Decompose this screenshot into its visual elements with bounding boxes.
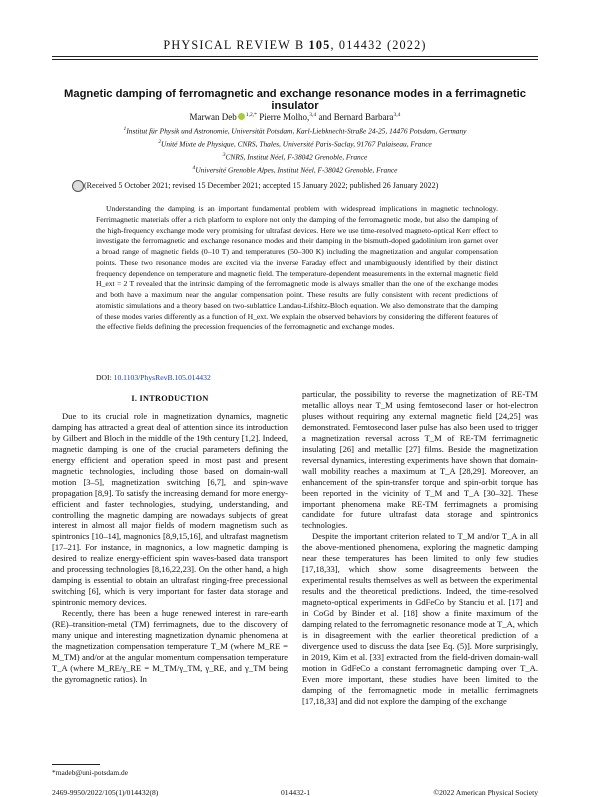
section-heading: I. INTRODUCTION bbox=[131, 394, 209, 403]
author-sup: 1,2,* bbox=[245, 112, 257, 118]
received-dates bbox=[84, 181, 544, 190]
footer-left: 2469-9950/2022/105(1)/014432(8) bbox=[52, 788, 159, 797]
header-rule-bottom bbox=[52, 59, 538, 60]
affiliation-text: Institut für Physik und Astronomie, Universität Potsdam, Karl-Liebknecht-Straße 24-25, 14476 Potsdam, Germany bbox=[126, 126, 467, 136]
right-column bbox=[302, 389, 538, 707]
footer-page-number: 014432-1 bbox=[281, 788, 311, 797]
journal-volume: 105 bbox=[308, 38, 331, 52]
paragraph: particular, the possibility to reverse the magnetization of RE-TM metallic alloys near T_M using femtosecond laser or hot-electron pluses without requiring any external magnetic field [24,25] was demonstrated. Femtosecond laser pulse has also been used to trigger a magnetization reversal across T_M of RE-TM ferrimagnetic insulating [26] and metallic [27] films. Beside the magnetization reversal dynamics, interesting experiments have shown that domain-wall mobility reaches a maximum at T_A [28,29]. Moreover, an enhancement of the spin-transfer torque and spin-orbit torque has been reported in the vicinity of T_M and T_A [30–32]. These important phenomena make RE-TM ferrimagnets a promising candidate for future ultrafast data storage and spintronics technologies. bbox=[302, 389, 538, 531]
author-sup: 3,4 bbox=[393, 112, 401, 118]
affiliation-text: Unité Mixte de Physique, CNRS, Thales, Université Paris-Saclay, 91767 Palaiseau, France bbox=[161, 139, 432, 149]
affiliations bbox=[40, 124, 550, 176]
author-name: Pierre Molho, bbox=[259, 112, 310, 122]
received-text: (Received 5 October 2021; revised 15 December 2021; accepted 15 January 2022; published 26 January 2022) bbox=[84, 181, 439, 190]
author-list bbox=[40, 112, 550, 122]
left-column bbox=[52, 394, 288, 685]
doi-link[interactable]: 10.1103/PhysRevB.105.014432 bbox=[113, 373, 211, 382]
paragraph: Despite the important criterion related to T_M and/or T_A in all the above-mentioned phenomena, exploring the magnetic damping near these temperatures has been limited to only few studies [17,18,33], which show some disagreements between the experimental results themselves as well as between the experimental results and the theoretical predictions. Indeed, the time-resolved magneto-optical experiments in GdFeCo by Stanciu et al. [17] and in CoGd by Binder et al. [18] show a finite maximum of the damping related to the ferromagnetic resonance mode at T_A, which is in disagreement with the earlier theoretical prediction of a divergence used to discuss the data [see Eq. (5)]. More surprisingly, in 2019, Kim et al. [33] extracted from the field-driven domain-wall motion in GdFeCo a constant ferromagnetic damping over T_A. Even more important, these studies have been limited to the damping of the ferromagnetic mode in metallic ferrimagnets [17,18,33] and did not explore the damping of the exchange bbox=[302, 531, 538, 706]
journal-name: PHYSICAL REVIEW B bbox=[163, 38, 305, 52]
orcid-icon[interactable] bbox=[238, 113, 245, 120]
footnote: *madeb@uni-potsdam.de bbox=[52, 768, 128, 777]
abstract: Understanding the damping is an important fundamental problem with widespread implications in magnetic technology. Ferrimagnetic materials offer a rich platform to explore not only the damping of the ferromagnetic mode, but also the damping of the high-frequency exchange mode very promising for ultrafast devices. Here we use time-resolved magneto-optical Kerr effect to investigate the ferromagnetic and exchange resonance modes and their damping in the bismuth-doped gadolinium iron garnet over a broad range of magnetic fields (0–10 T) and temperatures (50–300 K) including the magnetization and angular compensation points. These two resonance modes are excited via the inverse Faraday effect and unambiguously identified by their distinct frequency dependence on temperature and magnetic field. The temperature-dependent measurements in the external magnetic field H_ext = 2 T revealed that the intrinsic damping of the ferromagnetic mode is always smaller than the one of the exchange modes and both have a maximum near the angular compensation point. These results are fully consistent with recent predictions of atomistic simulations and a theory based on two-sublattice Landau-Lifshitz-Bloch equation. We also demonstrate that the damping of these modes varies differently as a function of H_ext. We explain the observed behaviors by considering the different features of the effective fields defining the precession frequencies of the ferromagnetic and exchange modes. bbox=[96, 204, 498, 332]
affiliation-text: CNRS, Institut Néel, F-38042 Grenoble, France bbox=[225, 152, 368, 162]
header-rule-top bbox=[52, 56, 538, 57]
journal-article: , 014432 (2022) bbox=[330, 38, 427, 52]
journal-header bbox=[0, 38, 590, 53]
author-name: Marwan Deb bbox=[189, 112, 237, 122]
affiliation-num: 1 bbox=[123, 126, 127, 132]
affiliation-text: Université Grenoble Alpes, Institut Néel, F-38042 Grenoble, France bbox=[195, 165, 398, 175]
paragraph: Due to its crucial role in magnetization dynamics, magnetic damping has attracted a great deal of attention since its introduction by Gilbert and Bloch in the middle of the 19th century [1,2]. Indeed, magnetic damping is one of the crucial parameters defining the energy efficient and operation speed in most past and present magnetic technologies, including those based on domain-wall motion [3–5], magnetization switching [6,7], and spin-wave propagation [8,9]. To satisfy the increasing demand for more energy-efficient and faster technologies, studying, understanding, and controlling the magnetic damping are nowadays subjects of great interest in almost all major fields of modern magnetism such as spintronics [10–14], magnonics [8,9,15,16], and ultrafast magnetism [17–21]. For instance, in magnonics, a low magnetic damping is desired to realize energy-efficient spin waves-based data transport and processing technologies [8,16,22,23]. On the other hand, a high damping is essential to obtain an ultrafast ringing-free precessional switching [6], which is very important for faster data storage and spintronic memory devices. bbox=[52, 410, 288, 608]
affiliation-num: 2 bbox=[158, 139, 162, 146]
paragraph: Recently, there has been a huge renewed interest in rare-earth (RE)–transition-metal (TM) ferrimagnets, due to the discovery of many unique and interesting magnetization dynamic phenomena at the magnetization compensation temperature T_M (where M_RE = M_TM) and/or at the angular momentum compensation temperature T_A (where M_RE/γ_RE = M_TM/γ_TM, γ_RE, and γ_TM being the gyromagnetic ratios). In bbox=[52, 608, 288, 684]
footnote-rule bbox=[52, 764, 100, 765]
affiliation-num: 3 bbox=[222, 152, 226, 159]
affiliation bbox=[40, 150, 550, 163]
check-for-updates-icon[interactable] bbox=[72, 180, 84, 192]
author-sup: 3,4 bbox=[309, 112, 317, 118]
doi-line bbox=[96, 373, 211, 382]
doi-label: DOI: bbox=[96, 373, 112, 382]
author-name: and Bernard Barbara bbox=[318, 112, 394, 122]
affiliation-num: 4 bbox=[192, 165, 196, 172]
affiliation bbox=[40, 124, 550, 137]
paper-title: Magnetic damping of ferromagnetic and exchange resonance modes in a ferrimagnetic insulator bbox=[64, 88, 526, 112]
footer-copyright: ©2022 American Physical Society bbox=[433, 788, 538, 797]
affiliation bbox=[40, 137, 550, 150]
affiliation bbox=[40, 163, 550, 176]
